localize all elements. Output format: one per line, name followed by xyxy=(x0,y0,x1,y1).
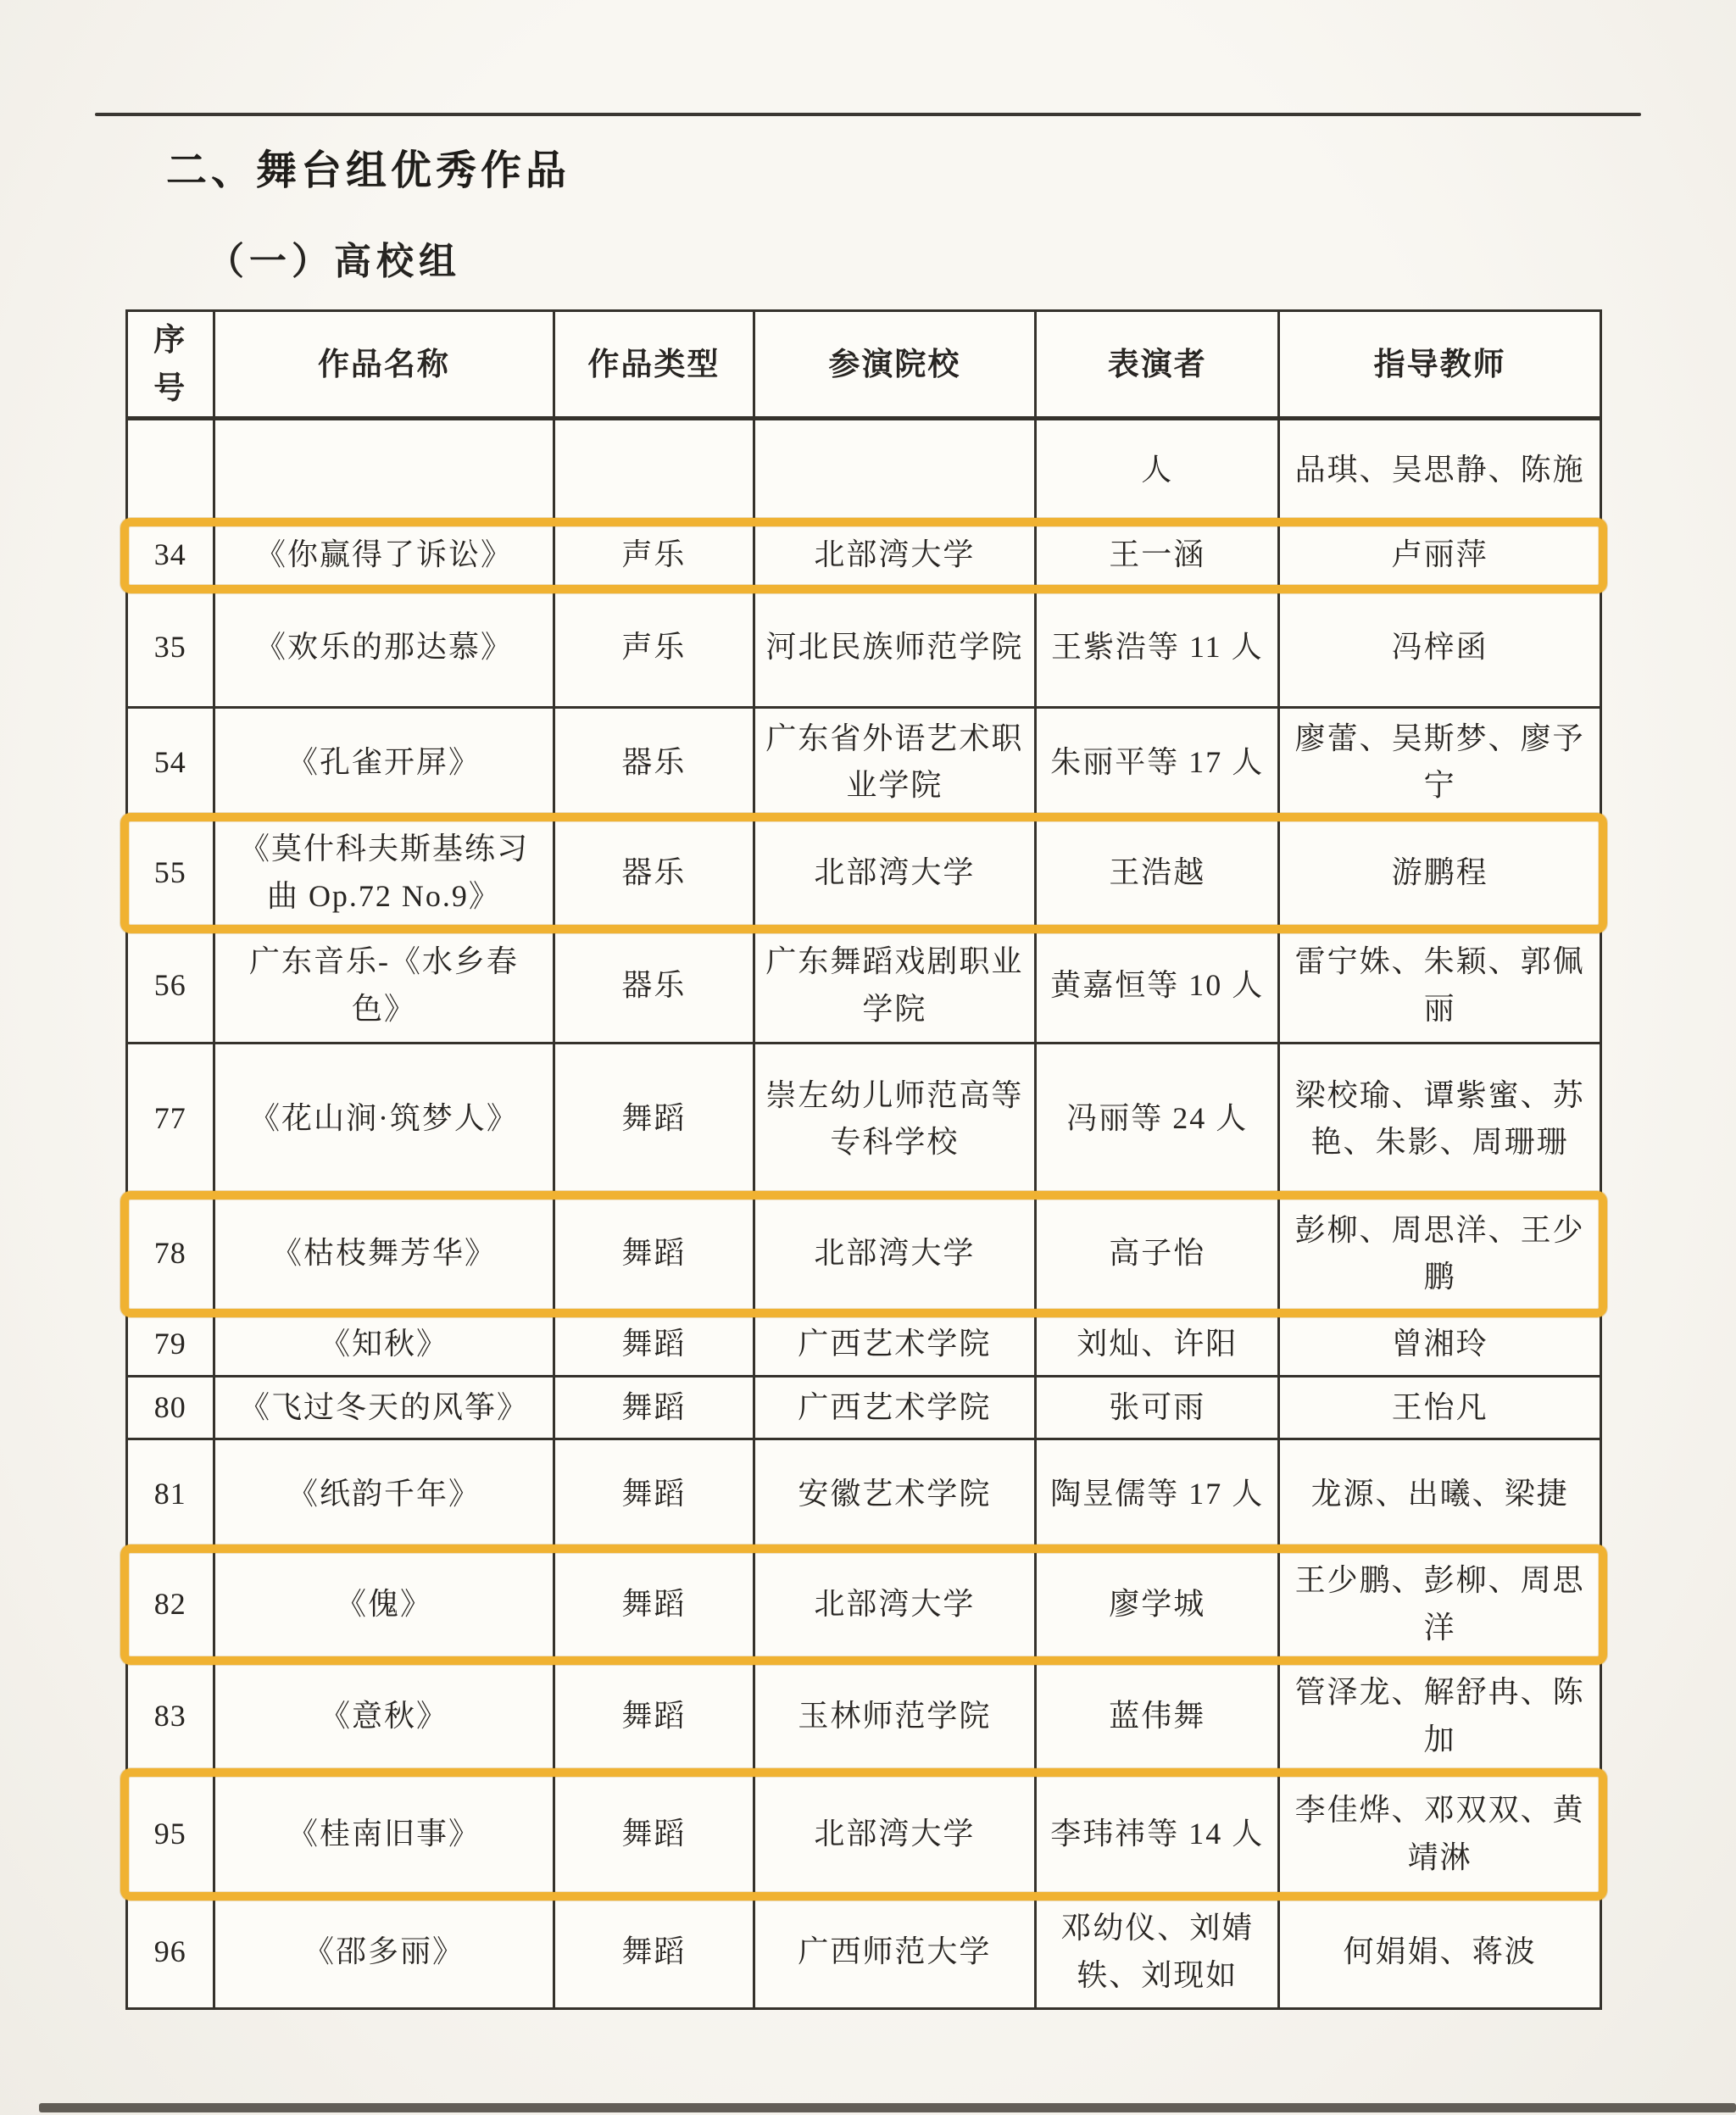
cell-teachers: 游鹏程 xyxy=(1391,855,1488,890)
cell-title: 《纸韵千年》 xyxy=(215,1440,556,1548)
cell-title: 《孔雀开屏》 xyxy=(215,709,556,817)
cell-type: 舞蹈 xyxy=(555,1550,754,1659)
cell-performers: 冯丽等 24 人 xyxy=(1037,1044,1280,1194)
table-row xyxy=(128,1440,1600,1550)
cell-school: 北部湾大学 xyxy=(755,819,1038,927)
cell-no: 96 xyxy=(128,1897,215,2007)
header-col-school: 参演院校 xyxy=(755,312,1038,416)
cell-school xyxy=(755,420,1038,521)
cell-teachers: 梁校瑜、谭紫蜜、苏艳、朱影、周珊珊 xyxy=(1294,1077,1585,1160)
cell-type: 舞蹈 xyxy=(555,1314,754,1375)
works-table xyxy=(125,309,1602,2010)
cell-school: 广西艺术学院 xyxy=(755,1314,1038,1375)
table-row xyxy=(128,930,1600,1044)
cell-title: 《意秋》 xyxy=(215,1661,556,1772)
cell-title: 《莫什科夫斯基练习曲 Op.72 No.9》 xyxy=(215,819,556,927)
cell-teachers: 彭柳、周思洋、王少鹏 xyxy=(1294,1212,1585,1294)
cell-title: 广东音乐-《水乡春色》 xyxy=(215,930,556,1042)
cell-title: 《飞过冬天的风筝》 xyxy=(215,1378,556,1439)
cell-teachers: 曾湘玲 xyxy=(1391,1326,1488,1361)
cell-performers: 人 xyxy=(1037,420,1280,521)
cell-no: 34 xyxy=(128,524,215,587)
cell-title: 《欢乐的那达慕》 xyxy=(215,590,556,706)
table-row xyxy=(128,420,1600,524)
cell-no xyxy=(128,420,215,521)
cell-type: 舞蹈 xyxy=(555,1378,754,1439)
page-bottom-shadow xyxy=(39,2103,1736,2112)
cell-type: 器乐 xyxy=(555,709,754,817)
cell-performers: 蓝伟舞 xyxy=(1037,1661,1280,1772)
cell-no: 95 xyxy=(128,1774,215,1895)
cell-type: 舞蹈 xyxy=(555,1197,754,1311)
cell-school: 安徽艺术学院 xyxy=(755,1440,1038,1548)
cell-performers: 张可雨 xyxy=(1037,1378,1280,1439)
cell-no: 78 xyxy=(128,1197,215,1311)
table-header-row xyxy=(128,312,1600,420)
cell-teachers: 卢丽萍 xyxy=(1391,537,1488,572)
cell-teachers: 王少鹏、彭柳、周思洋 xyxy=(1294,1563,1585,1645)
cell-title xyxy=(215,420,556,521)
cell-school: 崇左幼儿师范高等专科学校 xyxy=(755,1044,1038,1194)
table-row xyxy=(128,1378,1600,1441)
cell-type: 器乐 xyxy=(555,930,754,1042)
cell-performers: 邓幼仪、刘婧轶、刘现如 xyxy=(1037,1897,1280,2007)
cell-school: 广东舞蹈戏剧职业学院 xyxy=(755,930,1038,1042)
cell-performers: 廖学城 xyxy=(1037,1550,1280,1659)
table-row xyxy=(128,590,1600,709)
cell-title: 《枯枝舞芳华》 xyxy=(215,1197,556,1311)
cell-type xyxy=(555,420,754,521)
cell-title: 《邵多丽》 xyxy=(215,1897,556,2007)
table-row xyxy=(128,1044,1600,1197)
cell-title: 《知秋》 xyxy=(215,1314,556,1375)
cell-performers: 高子怡 xyxy=(1037,1197,1280,1311)
cell-type: 舞蹈 xyxy=(555,1774,754,1895)
cell-no: 77 xyxy=(128,1044,215,1194)
cell-performers: 朱丽平等 17 人 xyxy=(1037,709,1280,817)
table-row-highlighted xyxy=(128,1550,1600,1661)
subsection-title: （一）高校组 xyxy=(207,241,461,282)
cell-no: 80 xyxy=(128,1378,215,1439)
cell-teachers: 李佳烨、邓双双、黄靖淋 xyxy=(1294,1793,1585,1875)
cell-type: 舞蹈 xyxy=(555,1440,754,1548)
header-col-title: 作品名称 xyxy=(215,312,556,416)
section-title: 二、舞台组优秀作品 xyxy=(166,148,571,193)
cell-school: 广西师范大学 xyxy=(755,1897,1038,2007)
cell-teachers: 雷宁姝、朱颖、郭佩丽 xyxy=(1294,944,1585,1026)
cell-school: 北部湾大学 xyxy=(755,524,1038,587)
cell-title: 《桂南旧事》 xyxy=(215,1774,556,1895)
cell-title: 《傀》 xyxy=(215,1550,556,1659)
cell-performers: 刘灿、许阳 xyxy=(1037,1314,1280,1375)
cell-school: 玉林师范学院 xyxy=(755,1661,1038,1772)
cell-title: 《你赢得了诉讼》 xyxy=(215,524,556,587)
cell-teachers: 品琪、吴思静、陈施 xyxy=(1294,453,1585,487)
table-row xyxy=(128,1897,1600,2007)
cell-no: 82 xyxy=(128,1550,215,1659)
cell-no: 83 xyxy=(128,1661,215,1772)
cell-type: 声乐 xyxy=(555,524,754,587)
header-col-type: 作品类型 xyxy=(555,312,754,416)
top-horizontal-rule xyxy=(95,113,1641,116)
cell-type: 舞蹈 xyxy=(555,1044,754,1194)
cell-teachers: 何娟娟、蒋波 xyxy=(1343,1934,1537,1969)
table-row xyxy=(128,1661,1600,1774)
cell-type: 器乐 xyxy=(555,819,754,927)
cell-school: 广东省外语艺术职业学院 xyxy=(755,709,1038,817)
cell-teachers: 廖蕾、吴斯梦、廖予宁 xyxy=(1294,721,1585,803)
cell-no: 54 xyxy=(128,709,215,817)
table-row xyxy=(128,1314,1600,1378)
cell-no: 79 xyxy=(128,1314,215,1375)
table-row-highlighted xyxy=(128,524,1600,590)
cell-performers: 王浩越 xyxy=(1037,819,1280,927)
cell-no: 81 xyxy=(128,1440,215,1548)
cell-school: 北部湾大学 xyxy=(755,1774,1038,1895)
table-row xyxy=(128,709,1600,820)
cell-school: 北部湾大学 xyxy=(755,1197,1038,1311)
table-row-highlighted xyxy=(128,1197,1600,1314)
header-col-teachers: 指导教师 xyxy=(1373,346,1506,381)
cell-type: 舞蹈 xyxy=(555,1897,754,2007)
cell-performers: 李玮祎等 14 人 xyxy=(1037,1774,1280,1895)
table-row-highlighted xyxy=(128,819,1600,930)
cell-no: 35 xyxy=(128,590,215,706)
cell-no: 55 xyxy=(128,819,215,927)
table-row-highlighted xyxy=(128,1774,1600,1897)
header-col-performers: 表演者 xyxy=(1037,312,1280,416)
cell-performers: 王紫浩等 11 人 xyxy=(1037,590,1280,706)
cell-type: 声乐 xyxy=(555,590,754,706)
cell-school: 北部湾大学 xyxy=(755,1550,1038,1659)
cell-teachers: 龙源、出曦、梁捷 xyxy=(1310,1477,1569,1511)
cell-school: 广西艺术学院 xyxy=(755,1378,1038,1439)
cell-performers: 黄嘉恒等 10 人 xyxy=(1037,930,1280,1042)
header-col-no: 序号 xyxy=(128,312,215,416)
cell-teachers: 冯梓函 xyxy=(1391,630,1488,665)
cell-no: 56 xyxy=(128,930,215,1042)
cell-title: 《花山涧·筑梦人》 xyxy=(215,1044,556,1194)
cell-teachers: 王怡凡 xyxy=(1391,1389,1488,1424)
cell-performers: 王一涵 xyxy=(1037,524,1280,587)
cell-school: 河北民族师范学院 xyxy=(755,590,1038,706)
cell-teachers: 管泽龙、解舒冉、陈加 xyxy=(1294,1675,1585,1757)
cell-type: 舞蹈 xyxy=(555,1661,754,1772)
cell-performers: 陶昱儒等 17 人 xyxy=(1037,1440,1280,1548)
